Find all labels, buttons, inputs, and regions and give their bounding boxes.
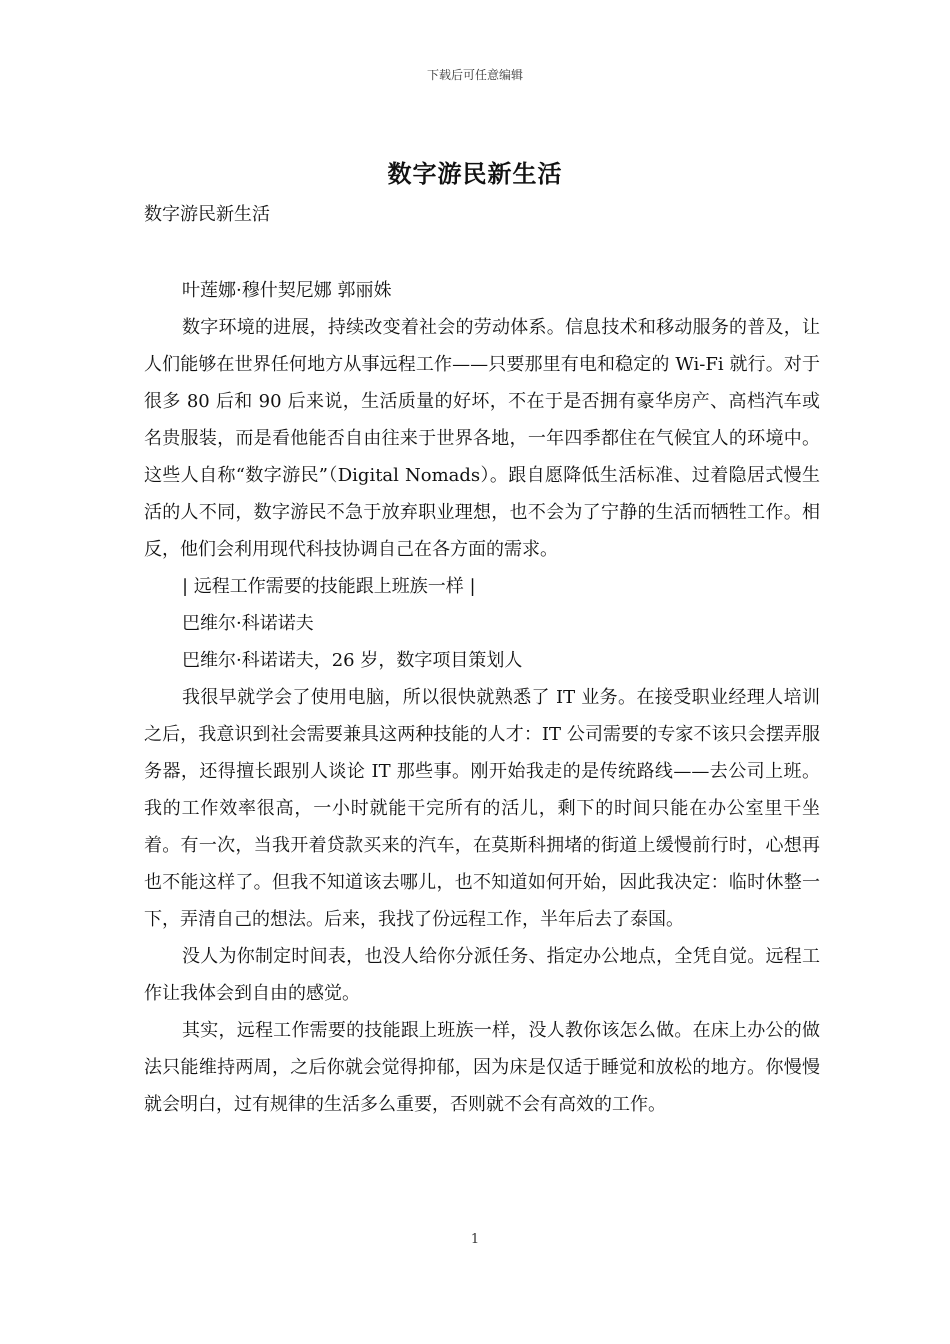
page-number: 1 bbox=[470, 1232, 480, 1247]
body-paragraph: 没人为你制定时间表，也没人给你分派任务、指定办公地点，全凭自觉。远程工作让我体会到自由的感觉。 bbox=[144, 946, 820, 1004]
author-line: 叶莲娜·穆什契尼娜 郭丽姝 bbox=[182, 280, 392, 301]
body-paragraph: 我很早就学会了使用电脑，所以很快就熟悉了 IT 业务。在接受职业经理人培训之后，我意识到社会需要兼具这两种技能的人才：IT 公司需要的专家不该只会摆弄服务器，还得擅长跟别人谈论 IT 那些事。刚开始我走的是传统路线——去公司上班。我的工作效率很高，一小时就能干完所有的活儿，剩下的时间只能在办公室里干坐着。有一次，当我开着贷款买来的汽车，在莫斯科拥堵的街道上缓慢前行时，心想再也不能这样了。但我不知道该去哪儿，也不知道如何开始，因此我决定：临时休整一下，弄清自己的想法。后来，我找了份远程工作，半年后去了泰国。 bbox=[144, 687, 820, 930]
header-note: 下载后可任意编辑 bbox=[426, 68, 523, 82]
body-paragraph: 其实，远程工作需要的技能跟上班族一样，没人教你该怎么做。在床上办公的做法只能维持两周，之后你就会觉得抑郁，因为床是仅适于睡觉和放松的地方。你慢慢就会明白，过有规律的生活多么重要，否则就不会有高效的工作。 bbox=[144, 1020, 820, 1115]
section-heading: | 远程工作需要的技能跟上班族一样 | bbox=[182, 576, 476, 597]
document-title: 数字游民新生活 bbox=[387, 159, 563, 188]
person-name: 巴维尔·科诺诺夫 bbox=[182, 613, 314, 634]
person-caption: 巴维尔·科诺诺夫，26 岁，数字项目策划人 bbox=[182, 650, 523, 671]
document-subtitle: 数字游民新生活 bbox=[144, 204, 270, 225]
body-paragraph: 数字环境的进展，持续改变着社会的劳动体系。信息技术和移动服务的普及，让人们能够在世界任何地方从事远程工作——只要那里有电和稳定的 Wi-Fi 就行。对于很多 80 后和 90 后来说，生活质量的好坏，不在于是否拥有豪华房产、高档汽车或名贵服装，而是看他能否自由往来于世界各地，一年四季都住在气候宜人的环境中。这些人自称“数字游民”（Digital Nomads）。跟自愿降低生活标准、过着隐居式慢生活的人不同，数字游民不急于放弃职业理想，也不会为了宁静的生活而牺牲工作。相反，他们会利用现代科技协调自己在各方面的需求。 bbox=[144, 317, 820, 560]
document-body bbox=[144, 196, 820, 1123]
